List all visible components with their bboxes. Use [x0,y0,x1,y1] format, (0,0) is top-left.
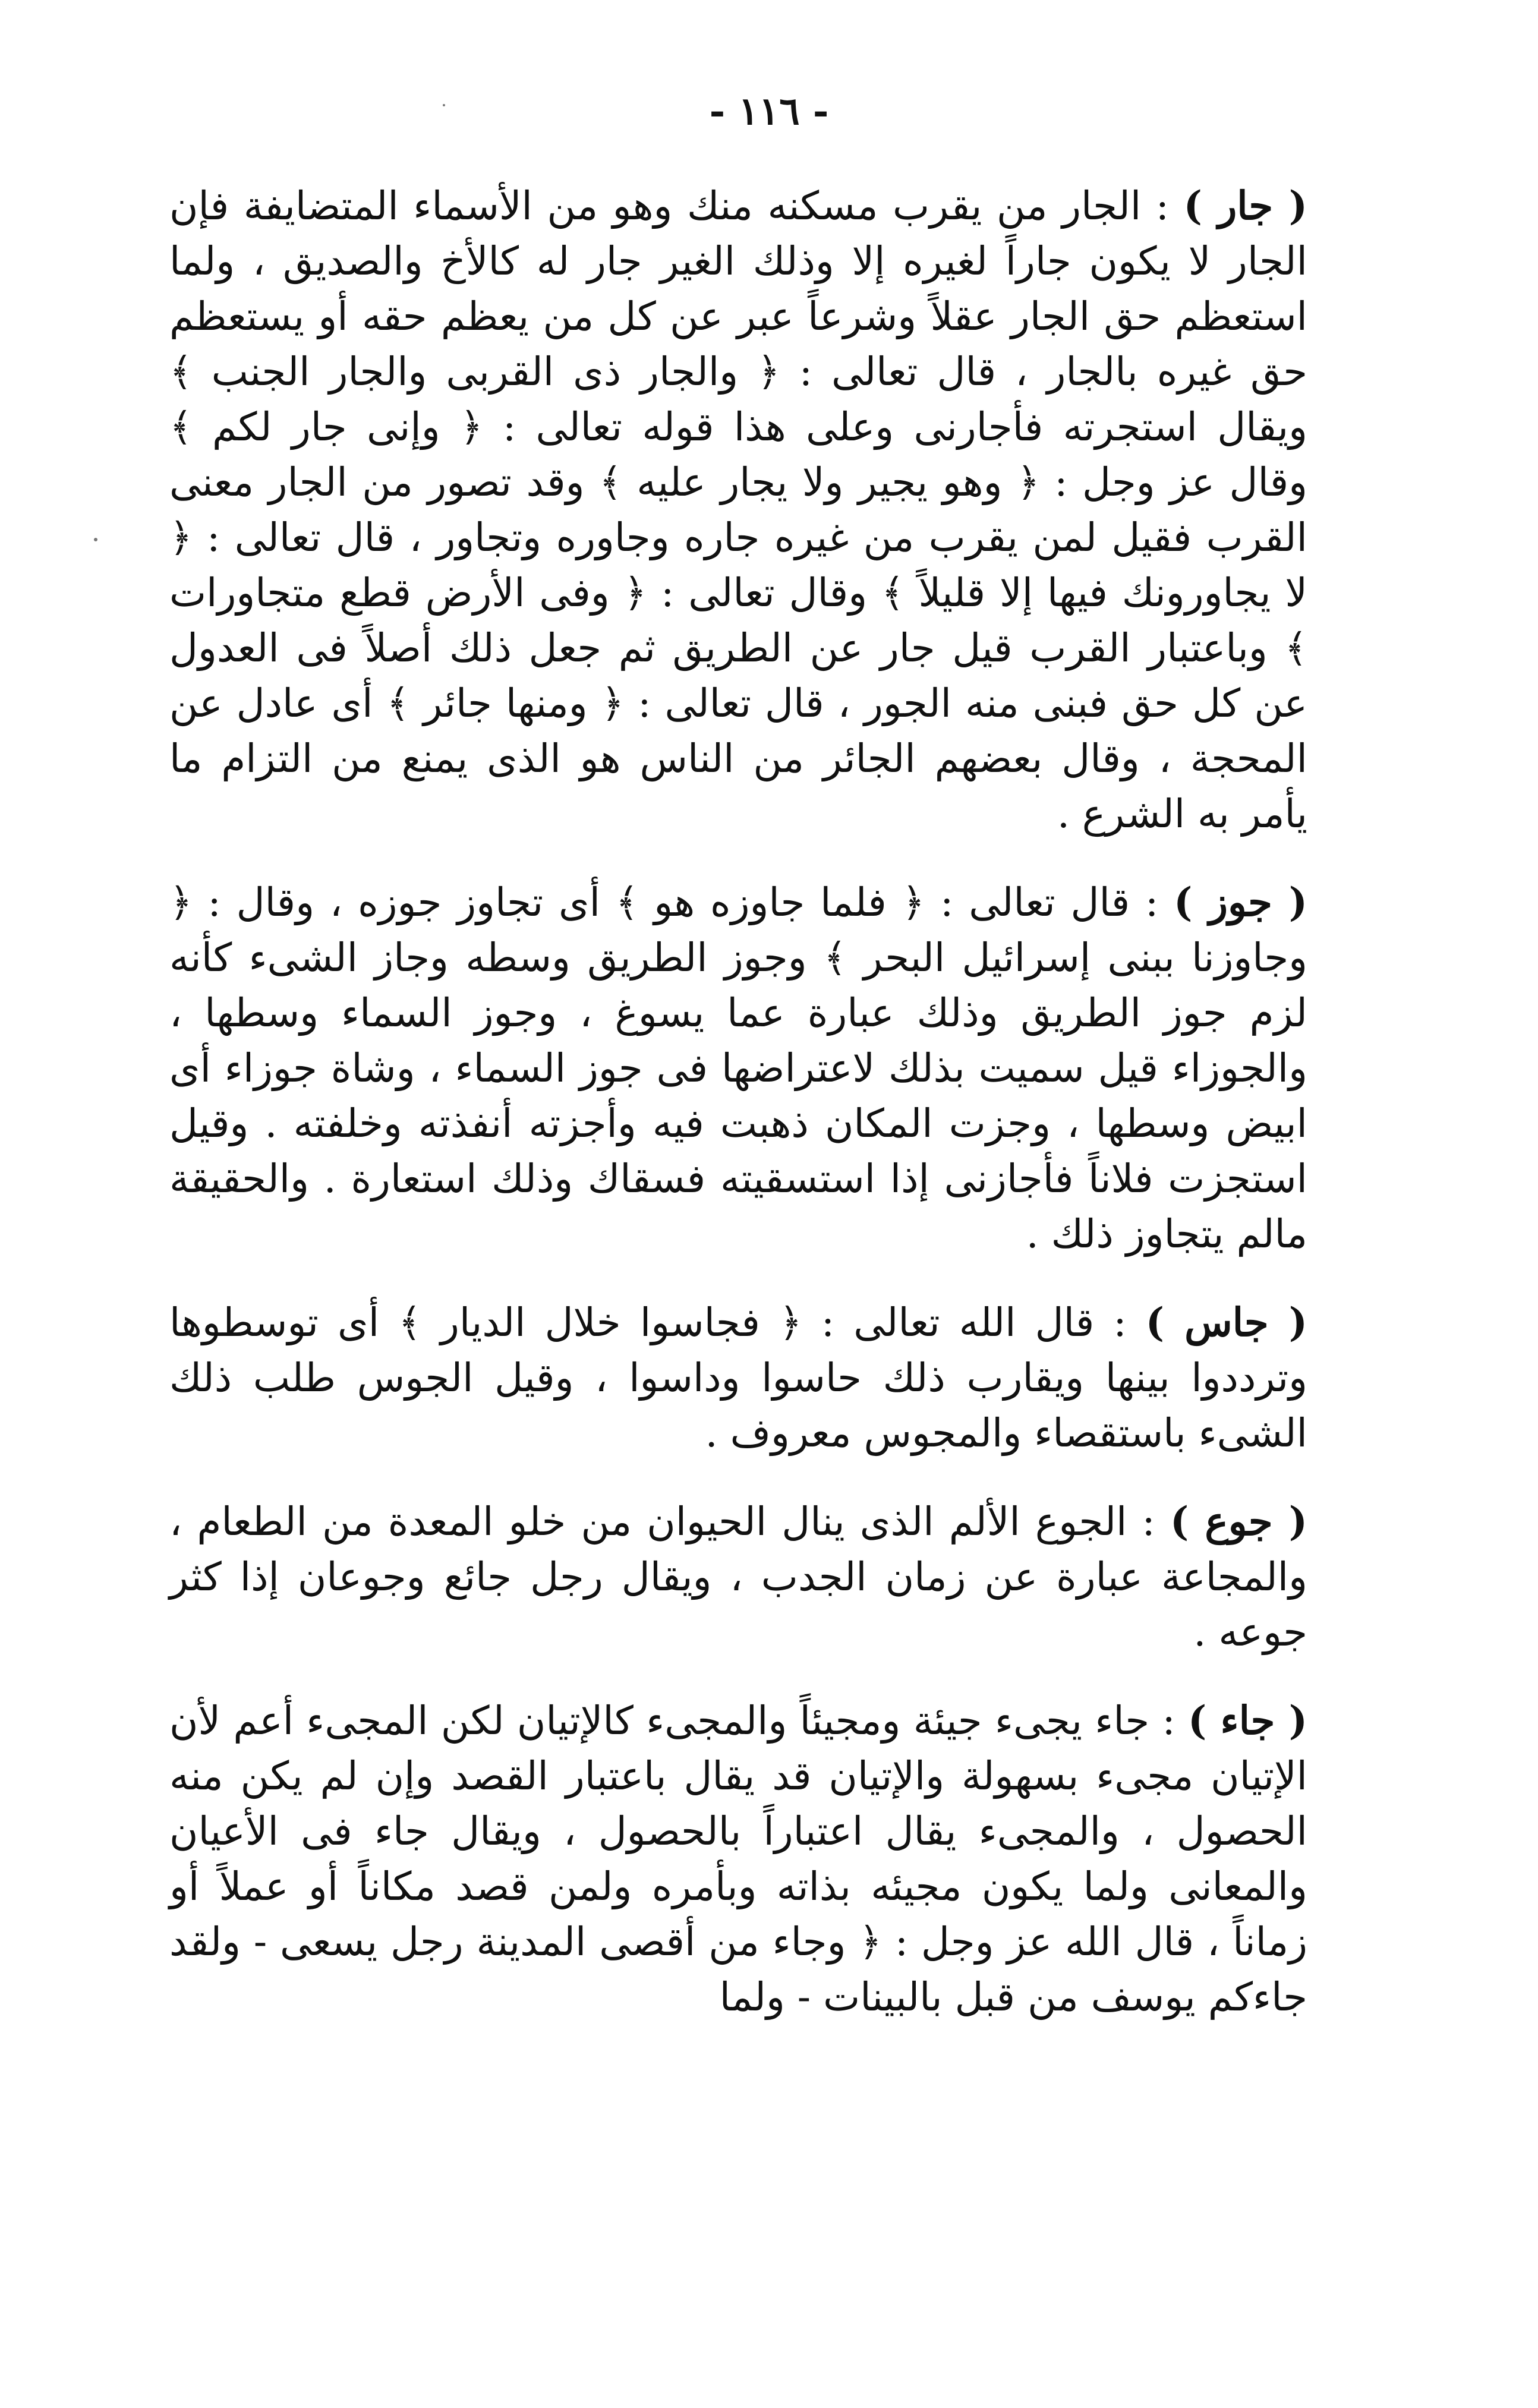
entry-jaa [169,1693,1307,2025]
entry-headword: ( جاء ) [1188,1697,1307,1744]
entry-text: : قال الله تعالى : ﴿ فجاسوا خلال الديار ﴾ أى توسطوها وترددوا بينها ويقارب ذلك حاسوا وداسوا ، وقيل الجوس طلب ذلك الشىء باستقصاء والمجوس معروف . [169,1300,1307,1456]
entry-headword: ( جوع ) [1170,1498,1308,1545]
entry-headword: ( جار ) [1183,182,1307,229]
entry-jar [169,178,1307,841]
entry-text: : الجوع الألم الذى ينال الحيوان من خلو المعدة من الطعام ، والمجاعة عبارة عن زمان الجدب ، ويقال رجل جائع وجوعان إذا كثر جوعه . [169,1499,1307,1655]
entry-headword: ( جوز ) [1174,879,1308,925]
page-body [169,178,1307,2025]
entry-headword: ( جاس ) [1145,1299,1307,1345]
page-number: - ١١٦ - [709,89,829,134]
entry-text: : الجار من يقرب مسكنه منك وهو من الأسماء المتضايفة فإن الجار لا يكون جاراً لغيره إلا وذلك الغير جار له كالأخ والصديق ، ولما استعظم حق الجار عقلاً وشرعاً عبر عن كل من يعظم حقه أو يستعظم حق غيره بالجار ، قال تعالى : ﴿ والجار ذى القربى والجار الجنب ﴾ ويقال استجرته فأجارنى وعلى هذا قوله تعالى : ﴿ وإنى جار لكم ﴾ وقال عز وجل : ﴿ وهو يجير ولا يجار عليه ﴾ وقد تصور من الجار معنى القرب فقيل لمن يقرب من غيره جاره وجاوره وتجاور ، قال تعالى : ﴿ لا يجاورونك فيها إلا قليلاً ﴾ وقال تعالى : ﴿ وفى الأرض قطع متجاورات ﴾ وباعتبار القرب قيل جار عن الطريق ثم جعل ذلك أصلاً فى العدول عن كل حق فبنى منه الجور ، قال تعالى : ﴿ ومنها جائر ﴾ أى عادل عن المحجة ، وقال بعضهم الجائر من الناس هو الذى يمنع من التزام ما يأمر به الشرع . [169,183,1307,837]
entry-text: : قال تعالى : ﴿ فلما جاوزه هو ﴾ أى تجاوز جوزه ، وقال : ﴿ وجاوزنا ببنى إسرائيل البحر ﴾ وجوز الطريق وسطه وجاز الشىء كأنه لزم جوز الطريق وذلك عبارة عما يسوغ ، وجوز السماء وسطها ، والجوزاء قيل سميت بذلك لاعتراضها فى جوز السماء ، وشاة جوزاء أى ابيض وسطها ، وجزت المكان ذهبت فيه وأجزته أنفذته وخلفته . وقيل استجزت فلاناً فأجازنى إذا استسقيته فسقاك وذلك استعارة . والحقيقة مالم يتجاوز ذلك . [169,880,1308,1257]
scan-speck [443,104,445,106]
scan-speck [94,538,97,541]
entry-text: : جاء يجىء جيئة ومجيئاً والمجىء كالإتيان لكن المجىء أعم لأن الإتيان مجىء بسهولة والإتيان قد يقال باعتبار القصد وإن لم يكن منه الحصول ، والمجىء يقال اعتباراً بالحصول ، ويقال جاء فى الأعيان والمعانى ولما يكون مجيئه بذاته وبأمره ولمن قصد مكاناً أو عملاً أو زماناً ، قال الله عز وجل : ﴿ وجاء من أقصى المدينة رجل يسعى - ولقد جاءكم يوسف من قبل بالبينات - ولما [169,1698,1307,2020]
entry-jas [169,1295,1307,1461]
entry-jaw [169,1494,1307,1660]
entry-jawz [169,875,1307,1262]
